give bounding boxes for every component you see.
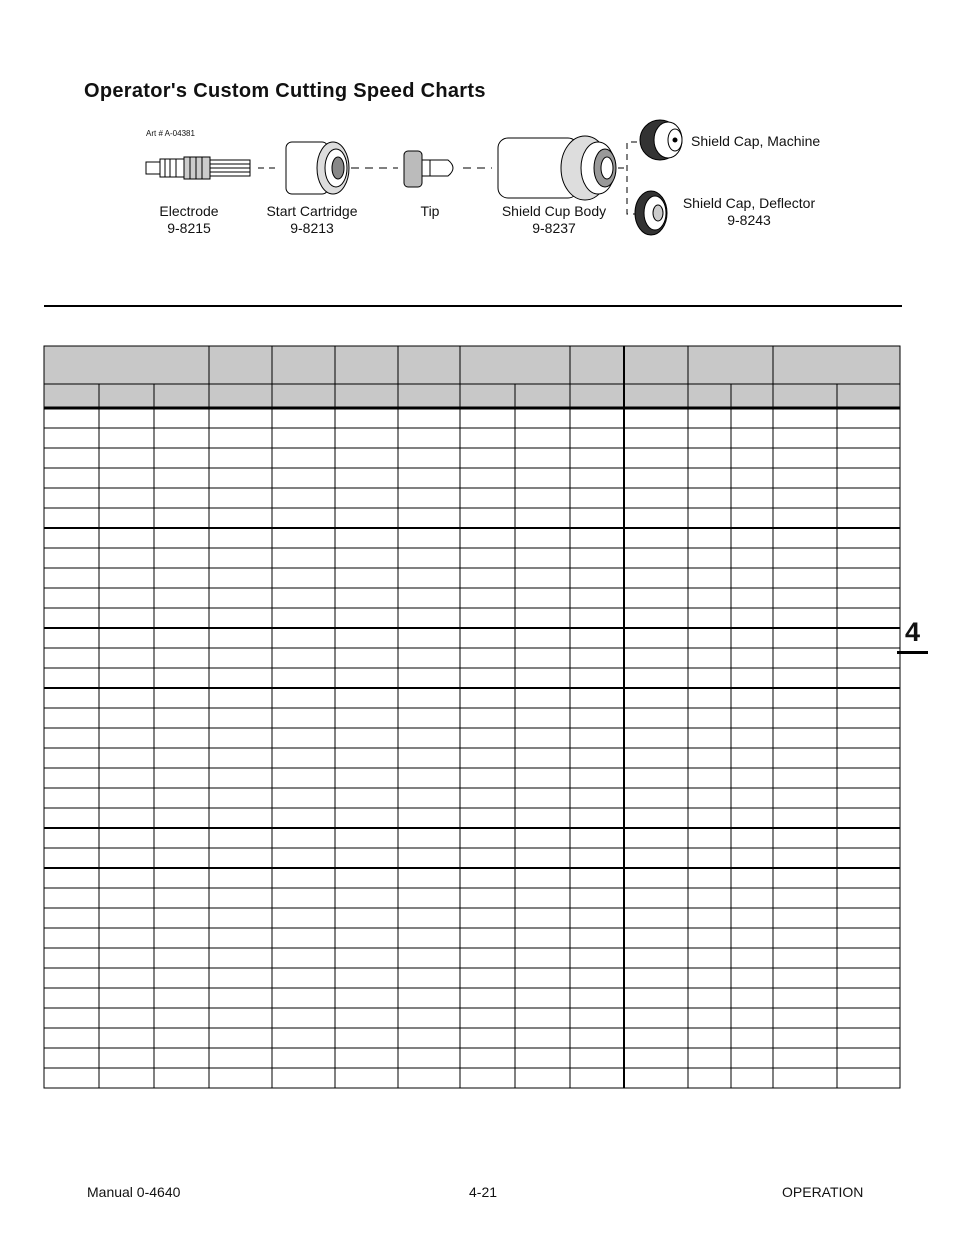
shield-cap-deflector-part-number: 9-8243 (727, 212, 771, 228)
shield-cap-machine-name: Shield Cap, Machine (691, 133, 821, 149)
footer-section-name: OPERATION (782, 1184, 864, 1200)
section-tab-bar (897, 651, 928, 654)
chart-outline (44, 346, 900, 1088)
shield-cap-deflector-name: Shield Cap, Deflector (682, 195, 816, 211)
start-cartridge-part-number: 9-8213 (290, 220, 334, 236)
chart-header-background (44, 346, 900, 408)
tip-name: Tip (420, 203, 440, 219)
start-cartridge-name: Start Cartridge (266, 203, 358, 219)
electrode-part-number: 9-8215 (167, 220, 211, 236)
electrode-name: Electrode (159, 203, 219, 219)
footer-manual-number: Manual 0-4640 (87, 1184, 181, 1200)
shield-cup-body-part-number: 9-8237 (532, 220, 576, 236)
shield-cup-body-name: Shield Cup Body (501, 203, 607, 219)
art-number: Art # A-04381 (146, 129, 195, 138)
page-title: Operator's Custom Cutting Speed Charts (84, 80, 486, 102)
section-tab-number: 4 (905, 617, 921, 647)
footer-page-number: 4-21 (469, 1184, 498, 1200)
